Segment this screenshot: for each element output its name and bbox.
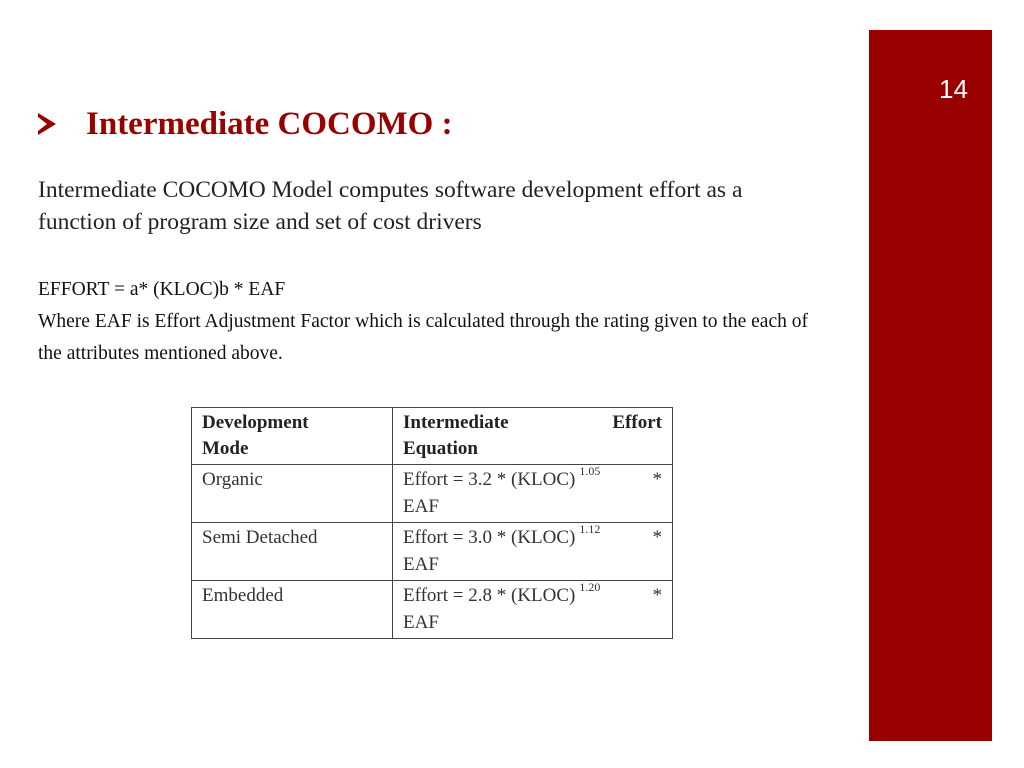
mode-cell: Embedded <box>192 581 393 639</box>
header-eq-word2: Effort <box>612 412 662 433</box>
header-eq-word1: Intermediate <box>403 412 509 433</box>
multiply-sign: * <box>652 585 662 606</box>
equation-cell <box>393 465 673 523</box>
equation-tail: EAF <box>403 554 439 575</box>
side-accent-bar <box>869 30 992 741</box>
header-mode-line2: Mode <box>202 438 249 459</box>
equation-tail: EAF <box>403 612 439 633</box>
header-mode-line1: Development <box>202 412 309 433</box>
exponent: 1.20 <box>579 580 601 594</box>
equation-cell <box>393 581 673 639</box>
effort-equation-table <box>191 407 673 639</box>
exponent: 1.12 <box>579 522 601 536</box>
mode-cell: Organic <box>192 465 393 523</box>
exponent: 1.05 <box>579 464 601 478</box>
header-development-mode <box>192 408 393 465</box>
table-row <box>192 581 673 639</box>
mode-cell: Semi Detached <box>192 523 393 581</box>
multiply-sign: * <box>652 469 662 490</box>
heading-row <box>38 106 453 142</box>
slide-number: 14 <box>939 74 968 104</box>
arrowhead-bullet-icon <box>38 113 56 135</box>
slide-heading: Intermediate COCOMO : <box>86 106 453 142</box>
eaf-explanation: Where EAF is Effort Adjustment Factor which is calculated through the rating given to the each of the attributes mentioned above. <box>38 311 808 364</box>
intro-paragraph: Intermediate COCOMO Model computes software development effort as a function of program size and set of cost drivers <box>38 177 743 235</box>
table-row <box>192 465 673 523</box>
equation-tail: EAF <box>403 496 439 517</box>
equation-text: Effort = 3.0 * (KLOC) <box>403 527 576 548</box>
equation-text: Effort = 2.8 * (KLOC) <box>403 585 576 606</box>
equation-text: Effort = 3.2 * (KLOC) <box>403 469 576 490</box>
header-effort-equation <box>393 408 673 465</box>
multiply-sign: * <box>652 527 662 548</box>
table-header-row <box>192 408 673 465</box>
table-row <box>192 523 673 581</box>
equation-cell <box>393 523 673 581</box>
effort-formula: EFFORT = a* (KLOC)b * EAF <box>38 279 286 300</box>
header-eq-line2: Equation <box>403 438 478 459</box>
